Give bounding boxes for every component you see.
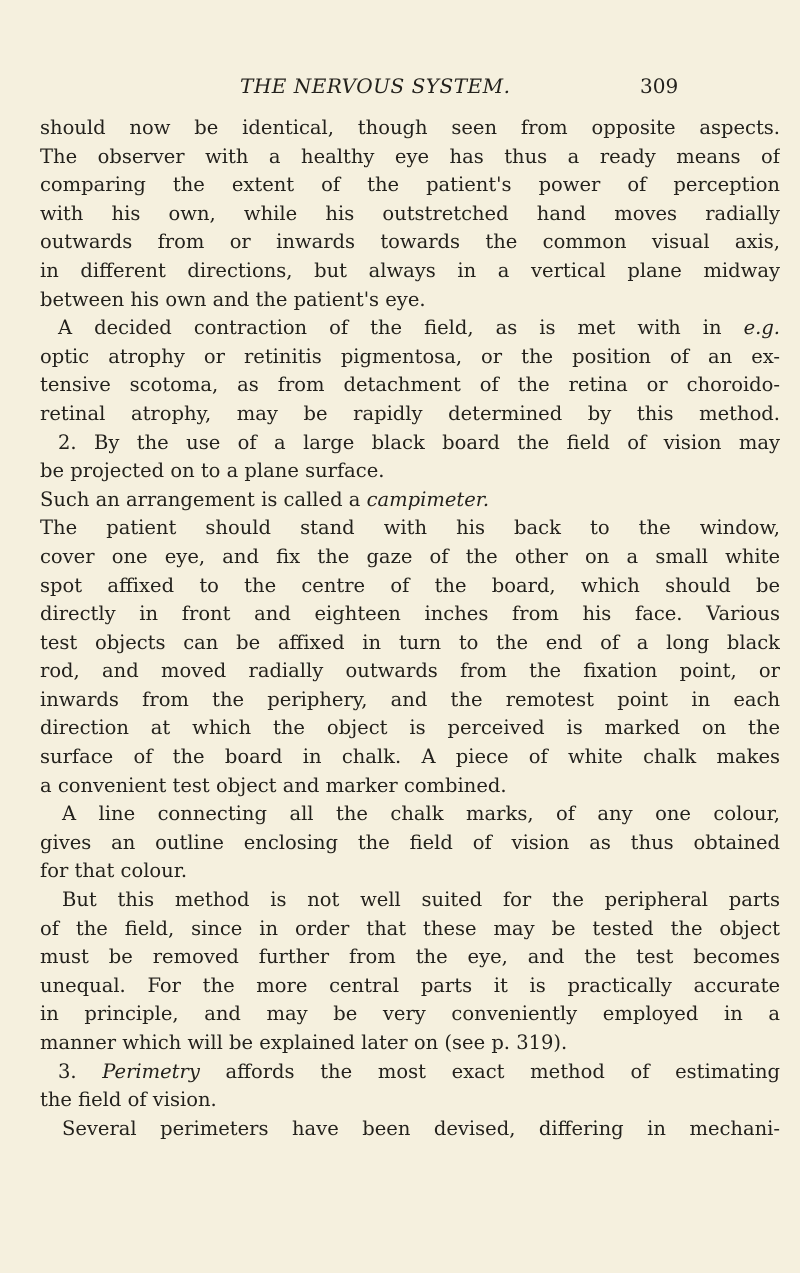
text-line: 2. By the use of a large black board the field of vision may	[58, 430, 780, 454]
text-line: directly in front and eighteen inches from his face. Various	[40, 602, 780, 626]
text-line: A line connecting all the chalk marks, of any one colour,	[62, 802, 780, 826]
text-line-with-italic	[40, 486, 780, 515]
text-line: must be removed further from the eye, and the test becomes	[40, 945, 780, 969]
text-segment: A decided contraction of the field, as is met with in	[58, 316, 744, 340]
italic-term: Perimetry	[102, 1059, 200, 1083]
text-line: be projected on to a plane surface.	[40, 459, 385, 483]
text-line: The patient should stand with his back to the window,	[40, 516, 780, 540]
text-line-with-italic	[40, 1058, 780, 1087]
text-line: unequal. For the more central parts it is practically accurate	[40, 973, 780, 997]
text-line: between his own and the patient's eye.	[40, 287, 426, 311]
page-number: 309	[640, 74, 679, 98]
text-line: rod, and moved radially outwards from the fixation point, or	[40, 659, 780, 683]
text-line: manner which will be explained later on (see p. 319).	[40, 1031, 568, 1054]
text-line: inwards from the periphery, and the remotest point in each	[40, 687, 780, 711]
text-line: cover one eye, and fix the gaze of the other on a small white	[40, 544, 780, 568]
text-line: the field of vision.	[40, 1088, 217, 1112]
text-line: test objects can be affixed in turn to the end of a long black	[40, 630, 780, 654]
text-line: a convenient test object and marker combined.	[40, 773, 507, 797]
text-line: optic atrophy or retinitis pigmentosa, or the position of an ex-	[40, 344, 780, 368]
page-header	[0, 74, 800, 110]
text-segment: Such an arrangement is called a	[40, 487, 367, 511]
italic-term: e.g.	[743, 316, 780, 340]
text-line: But this method is not well suited for the peripheral parts	[62, 888, 780, 912]
text-line: The observer with a healthy eye has thus a ready means of	[40, 144, 780, 168]
text-line: Several perimeters have been devised, differing in mechani-	[62, 1116, 780, 1140]
text-line-with-italic	[40, 314, 780, 343]
text-segment: 3.	[58, 1059, 103, 1083]
text-line: for that colour.	[40, 859, 188, 883]
text-line: retinal atrophy, may be rapidly determined by this method.	[40, 401, 780, 425]
text-line: direction at which the object is perceived is marked on the	[40, 716, 780, 740]
text-line: surface of the board in chalk. A piece of white chalk makes	[40, 745, 780, 769]
body-text	[40, 114, 780, 1143]
text-line: gives an outline enclosing the field of vision as thus obtained	[40, 830, 780, 854]
text-line: should now be identical, though seen from opposite aspects.	[40, 116, 780, 139]
text-line: with his own, while his outstretched hand moves radially	[40, 201, 780, 225]
text-segment: affords the most exact method of estimating	[199, 1059, 780, 1083]
text-line: outwards from or inwards towards the common visual axis,	[40, 230, 780, 254]
text-line: spot affixed to the centre of the board, which should be	[40, 573, 780, 597]
text-line: comparing the extent of the patient's power of perception	[40, 173, 780, 197]
italic-term: campimeter.	[366, 487, 490, 511]
running-title: THE NERVOUS SYSTEM.	[240, 74, 511, 98]
text-line: tensive scotoma, as from detachment of the retina or choroido-	[40, 373, 780, 397]
text-line: of the field, since in order that these may be tested the object	[40, 916, 780, 940]
text-line: in principle, and may be very conveniently employed in a	[40, 1002, 780, 1026]
text-line: in different directions, but always in a vertical plane midway	[40, 258, 780, 282]
